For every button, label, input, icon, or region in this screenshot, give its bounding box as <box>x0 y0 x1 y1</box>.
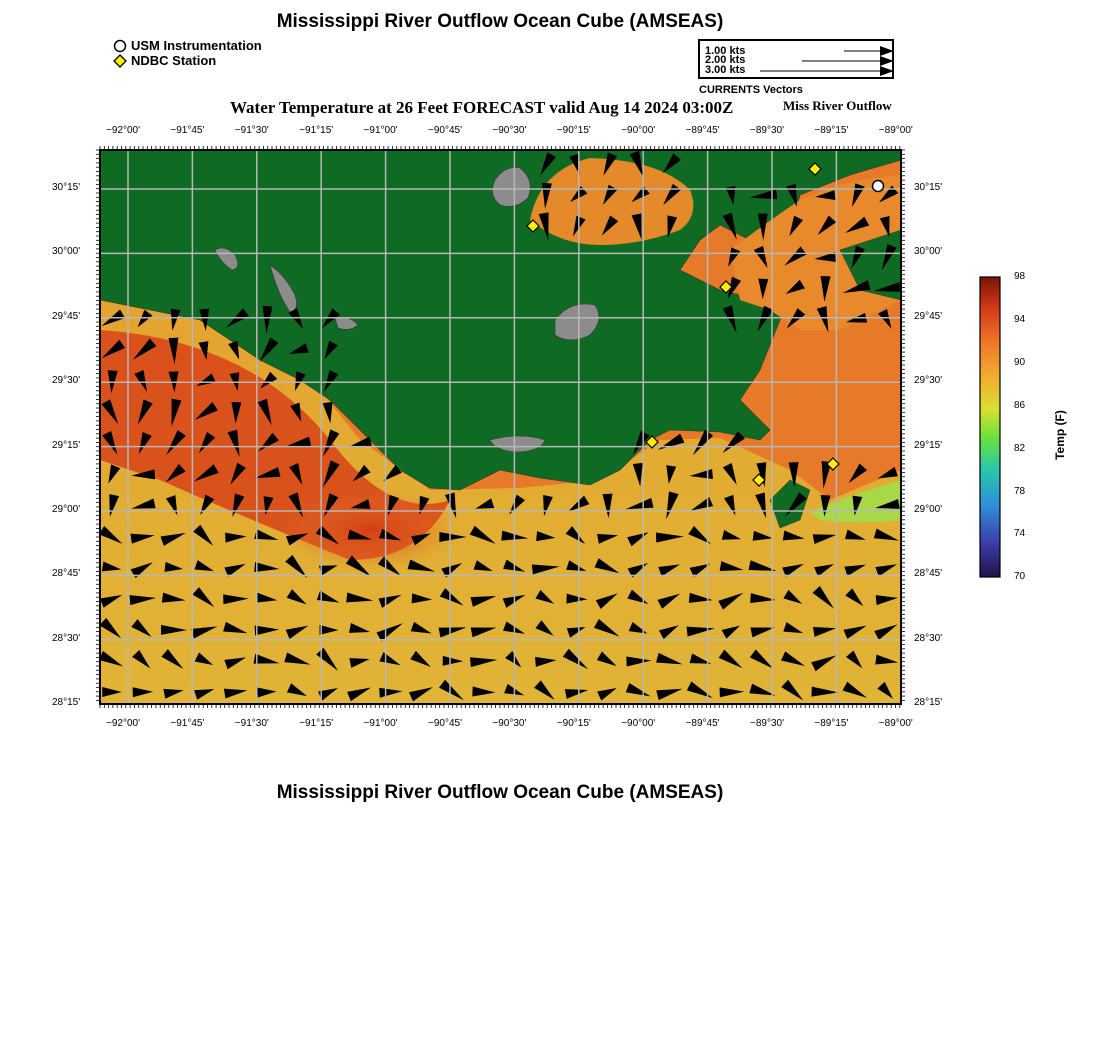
colorbar-tick-label: 98 <box>1014 271 1026 282</box>
longitude-tick-label: −90°30' <box>492 125 527 136</box>
latitude-tick-label: 29°45' <box>914 310 943 322</box>
page-title: Mississippi River Outflow Ocean Cube (AMSEAS) <box>276 11 724 32</box>
longitude-tick-label: −91°30' <box>234 125 269 136</box>
longitude-tick-label: −91°30' <box>234 718 269 729</box>
longitude-tick-label: −90°45' <box>428 718 462 729</box>
longitude-tick-label: −91°15' <box>299 125 334 136</box>
longitude-tick-label: −89°00' <box>878 125 913 136</box>
colorbar-tick-label: 74 <box>1014 528 1026 540</box>
longitude-tick-label: −89°00' <box>878 718 913 729</box>
latitude-tick-label: 29°15' <box>52 439 81 451</box>
colorbar <box>975 272 1015 584</box>
latitude-tick-label: 30°15' <box>52 182 81 193</box>
usm-station-marker[interactable] <box>873 181 884 192</box>
longitude-tick-label: −89°15' <box>814 125 849 136</box>
colorbar-tick-label: 94 <box>1014 313 1026 325</box>
latitude-tick-label: 30°00' <box>914 246 943 258</box>
vector-scale-1: 1.00 kts <box>705 45 746 57</box>
legend-ndbc-label: NDBC Station <box>131 53 217 68</box>
colorbar-tick-label: 70 <box>1014 571 1026 583</box>
latitude-tick-label: 28°15' <box>914 697 943 709</box>
latitude-tick-label: 30°00' <box>52 246 81 258</box>
latitude-tick-label: 28°30' <box>914 632 943 644</box>
longitude-tick-label: −90°15' <box>556 718 591 729</box>
colorbar-tick-label: 86 <box>1014 399 1026 411</box>
longitude-tick-label: −91°00' <box>363 125 398 136</box>
longitude-tick-label: −91°45' <box>170 125 205 136</box>
vector-scale-2: 2.00 kts <box>705 54 746 66</box>
region-label: Miss River Outflow <box>783 98 892 113</box>
latitude-tick-label: 29°00' <box>914 504 943 515</box>
colorbar-tick-label: 82 <box>1014 442 1026 454</box>
colorbar-tick-label: 78 <box>1014 485 1026 497</box>
latitude-tick-label: 28°45' <box>52 568 81 580</box>
colorbar-tick-label: 90 <box>1014 356 1026 368</box>
longitude-tick-label: −89°45' <box>685 718 720 729</box>
longitude-tick-label: −90°00' <box>621 125 656 136</box>
longitude-tick-label: −89°30' <box>750 125 784 136</box>
longitude-tick-label: −92°00' <box>106 718 140 729</box>
longitude-tick-label: −89°45' <box>685 125 720 136</box>
hot-water-core <box>280 490 460 570</box>
longitude-tick-label: −89°30' <box>750 718 784 729</box>
legend-usm-label: USM Instrumentation <box>131 38 262 53</box>
longitude-tick-label: −89°15' <box>814 718 849 729</box>
latitude-tick-label: 29°30' <box>914 375 943 387</box>
latitude-tick-label: 29°30' <box>52 375 81 387</box>
longitude-tick-label: −90°30' <box>492 718 527 729</box>
longitude-tick-label: −90°00' <box>621 718 656 729</box>
longitude-tick-label: −92°00' <box>106 125 140 136</box>
longitude-tick-label: −91°00' <box>363 718 398 729</box>
latitude-tick-label: 28°30' <box>52 632 81 644</box>
footer-title: Mississippi River Outflow Ocean Cube (AMSEAS) <box>276 782 724 803</box>
map-subtitle: Water Temperature at 26 Feet FORECAST valid Aug 14 2024 03:00Z <box>230 98 734 117</box>
latitude-tick-label: 30°15' <box>914 182 943 193</box>
colorbar-title: Temp (F) <box>1052 410 1067 460</box>
longitude-tick-label: −90°15' <box>556 125 591 136</box>
longitude-tick-label: −91°45' <box>170 718 205 729</box>
latitude-tick-label: 29°00' <box>52 504 81 515</box>
longitude-tick-label: −91°15' <box>299 718 334 729</box>
vector-scale-3: 3.00 kts <box>705 64 746 76</box>
vector-caption: CURRENTS Vectors <box>699 84 803 96</box>
latitude-tick-label: 29°45' <box>52 310 81 322</box>
latitude-tick-label: 29°15' <box>914 439 943 451</box>
map-layers <box>99 150 901 704</box>
latitude-tick-label: 28°15' <box>52 697 81 709</box>
longitude-tick-label: −90°45' <box>428 125 462 136</box>
latitude-tick-label: 28°45' <box>914 568 943 580</box>
